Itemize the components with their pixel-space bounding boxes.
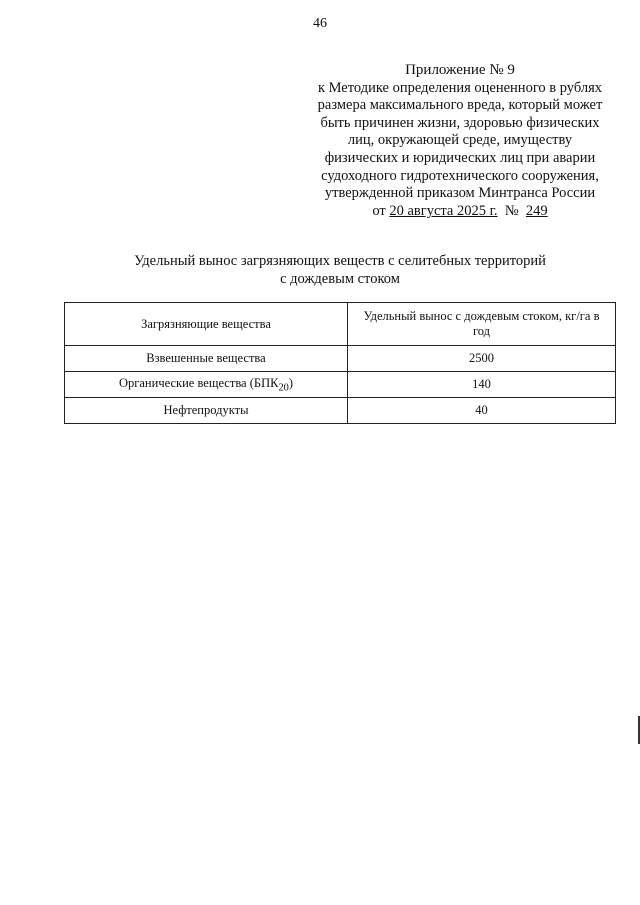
appendix-header — [290, 62, 630, 220]
value-cell: 40 — [348, 398, 616, 424]
table-header-row — [65, 303, 616, 346]
substance-subscript: 20 — [278, 382, 289, 394]
value-cell: 2500 — [348, 346, 616, 372]
table-row — [65, 398, 616, 424]
date-prefix: от — [372, 202, 390, 219]
appendix-line: физических и юридических лиц при аварии — [324, 149, 596, 166]
document-title-line: с дождевым стоком — [280, 271, 400, 287]
substance-cell — [65, 398, 348, 424]
document-title-line: Удельный вынос загрязняющих веществ с селитебных территорий — [134, 253, 546, 269]
substance-cell — [65, 372, 348, 398]
substance-suffix: ) — [288, 375, 294, 390]
order-date: 20 августа 2025 г. — [389, 202, 498, 219]
substance-name: Взвешенные вещества — [146, 351, 266, 365]
appendix-title: Приложение № 9 — [405, 62, 515, 78]
header-specific-emission: Удельный вынос с дождевым стоком, кг/га в год — [348, 303, 616, 346]
number-prefix: № — [504, 202, 523, 219]
order-number: 249 — [525, 202, 548, 219]
table-row — [65, 346, 616, 372]
substance-cell — [65, 346, 348, 372]
appendix-line: утвержденной приказом Минтранса России — [324, 185, 596, 202]
appendix-line: лиц, окружающей среде, имуществу — [347, 132, 573, 149]
appendix-line: размера максимального вреда, который может — [317, 97, 603, 114]
order-date-line — [290, 203, 630, 221]
appendix-line: быть причинен жизни, здоровью физических — [320, 114, 600, 131]
appendix-line: к Методике определения оцененного в рублях — [317, 79, 603, 96]
header-substances: Загрязняющие вещества — [65, 303, 348, 346]
value-cell: 140 — [348, 372, 616, 398]
page-number: 46 — [313, 16, 327, 31]
substance-name: Органические вещества (БПК — [118, 375, 279, 390]
table-row — [65, 372, 616, 398]
emissions-table — [64, 302, 616, 424]
substance-name: Нефтепродукты — [163, 403, 249, 417]
appendix-line: судоходного гидротехнического сооружения, — [321, 167, 599, 184]
document-title — [60, 252, 620, 288]
